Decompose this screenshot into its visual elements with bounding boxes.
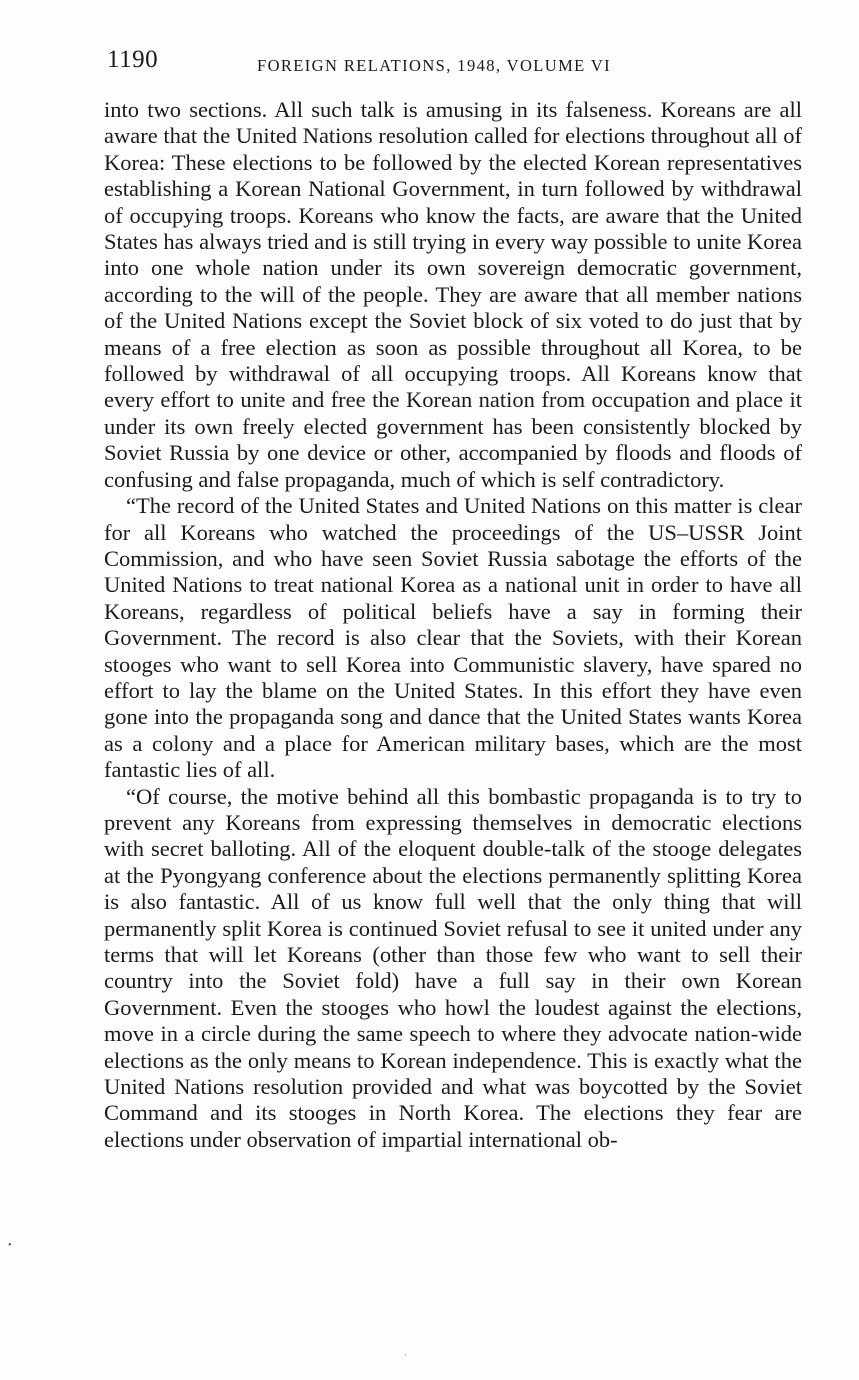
page-number: 1190 xyxy=(107,46,159,73)
bottom-speck: · xyxy=(404,1350,407,1360)
body-text xyxy=(104,97,802,1153)
page-header xyxy=(107,46,807,80)
margin-speck: • xyxy=(8,1240,12,1251)
paragraph-motive: “Of course, the motive behind all this bombastic propaganda is to try to prevent any Koreans from expressing themselves in democratic elections with secret balloting. All of the eloquent double-talk of the stooge delegates at the Pyongyang conference about the elections permanently splitting Korea is also fantastic. All of us know full well that the only thing that will permanently split Korea is continued Soviet refusal to see it united under any terms that will let Koreans (other than those few who want to sell their country into the Soviet fold) have a full say in their own Korean Government. Even the stooges who howl the loudest against the elections, move in a circle during the same speech to where they advocate nation-wide elections as the only means to Korean independence. This is exactly what the United Nations resolution provided and what was boycotted by the Soviet Command and its stooges in North Korea. The elections they fear are elections under observation of impartial international ob- xyxy=(104,783,802,1152)
paragraph-continued: into two sections. All such talk is amusing in its falseness. Koreans are all aware that the United Nations resolution called for elections throughout all of Korea: These elections to be followed by the elected Korean representatives establishing a Korean National Government, in turn followed by withdrawal of occupying troops. Koreans who know the facts, are aware that the United States has always tried and is still trying in every way possible to unite Korea into one whole nation under its own sovereign democratic government, according to the will of the people. They are aware that all member nations of the United Nations except the Soviet block of six voted to do just that by means of a free election as soon as possible throughout all Korea, to be followed by withdrawal of all occupying troops. All Koreans know that every effort to unite and free the Korean nation from occupation and place it under its own freely elected government has been consistently blocked by Soviet Russia by one device or other, accompanied by floods and floods of confusing and false propaganda, much of which is self contradictory. xyxy=(104,97,802,492)
paragraph-record: “The record of the United States and United Nations on this matter is clear for all Koreans who watched the proceedings of the US–USSR Joint Commission, and who have seen Soviet Russia sabotage the efforts of the United Nations to treat national Korea as a national unit in order to have all Koreans, regardless of political beliefs have a say in forming their Government. The record is also clear that the Soviets, with their Korean stooges who want to sell Korea into Communistic slavery, have spared no effort to lay the blame on the United States. In this effort they have even gone into the propaganda song and dance that the United States wants Korea as a colony and a place for American military bases, which are the most fantastic lies of all. xyxy=(104,493,802,783)
running-head: FOREIGN RELATIONS, 1948, VOLUME VI xyxy=(257,56,612,75)
